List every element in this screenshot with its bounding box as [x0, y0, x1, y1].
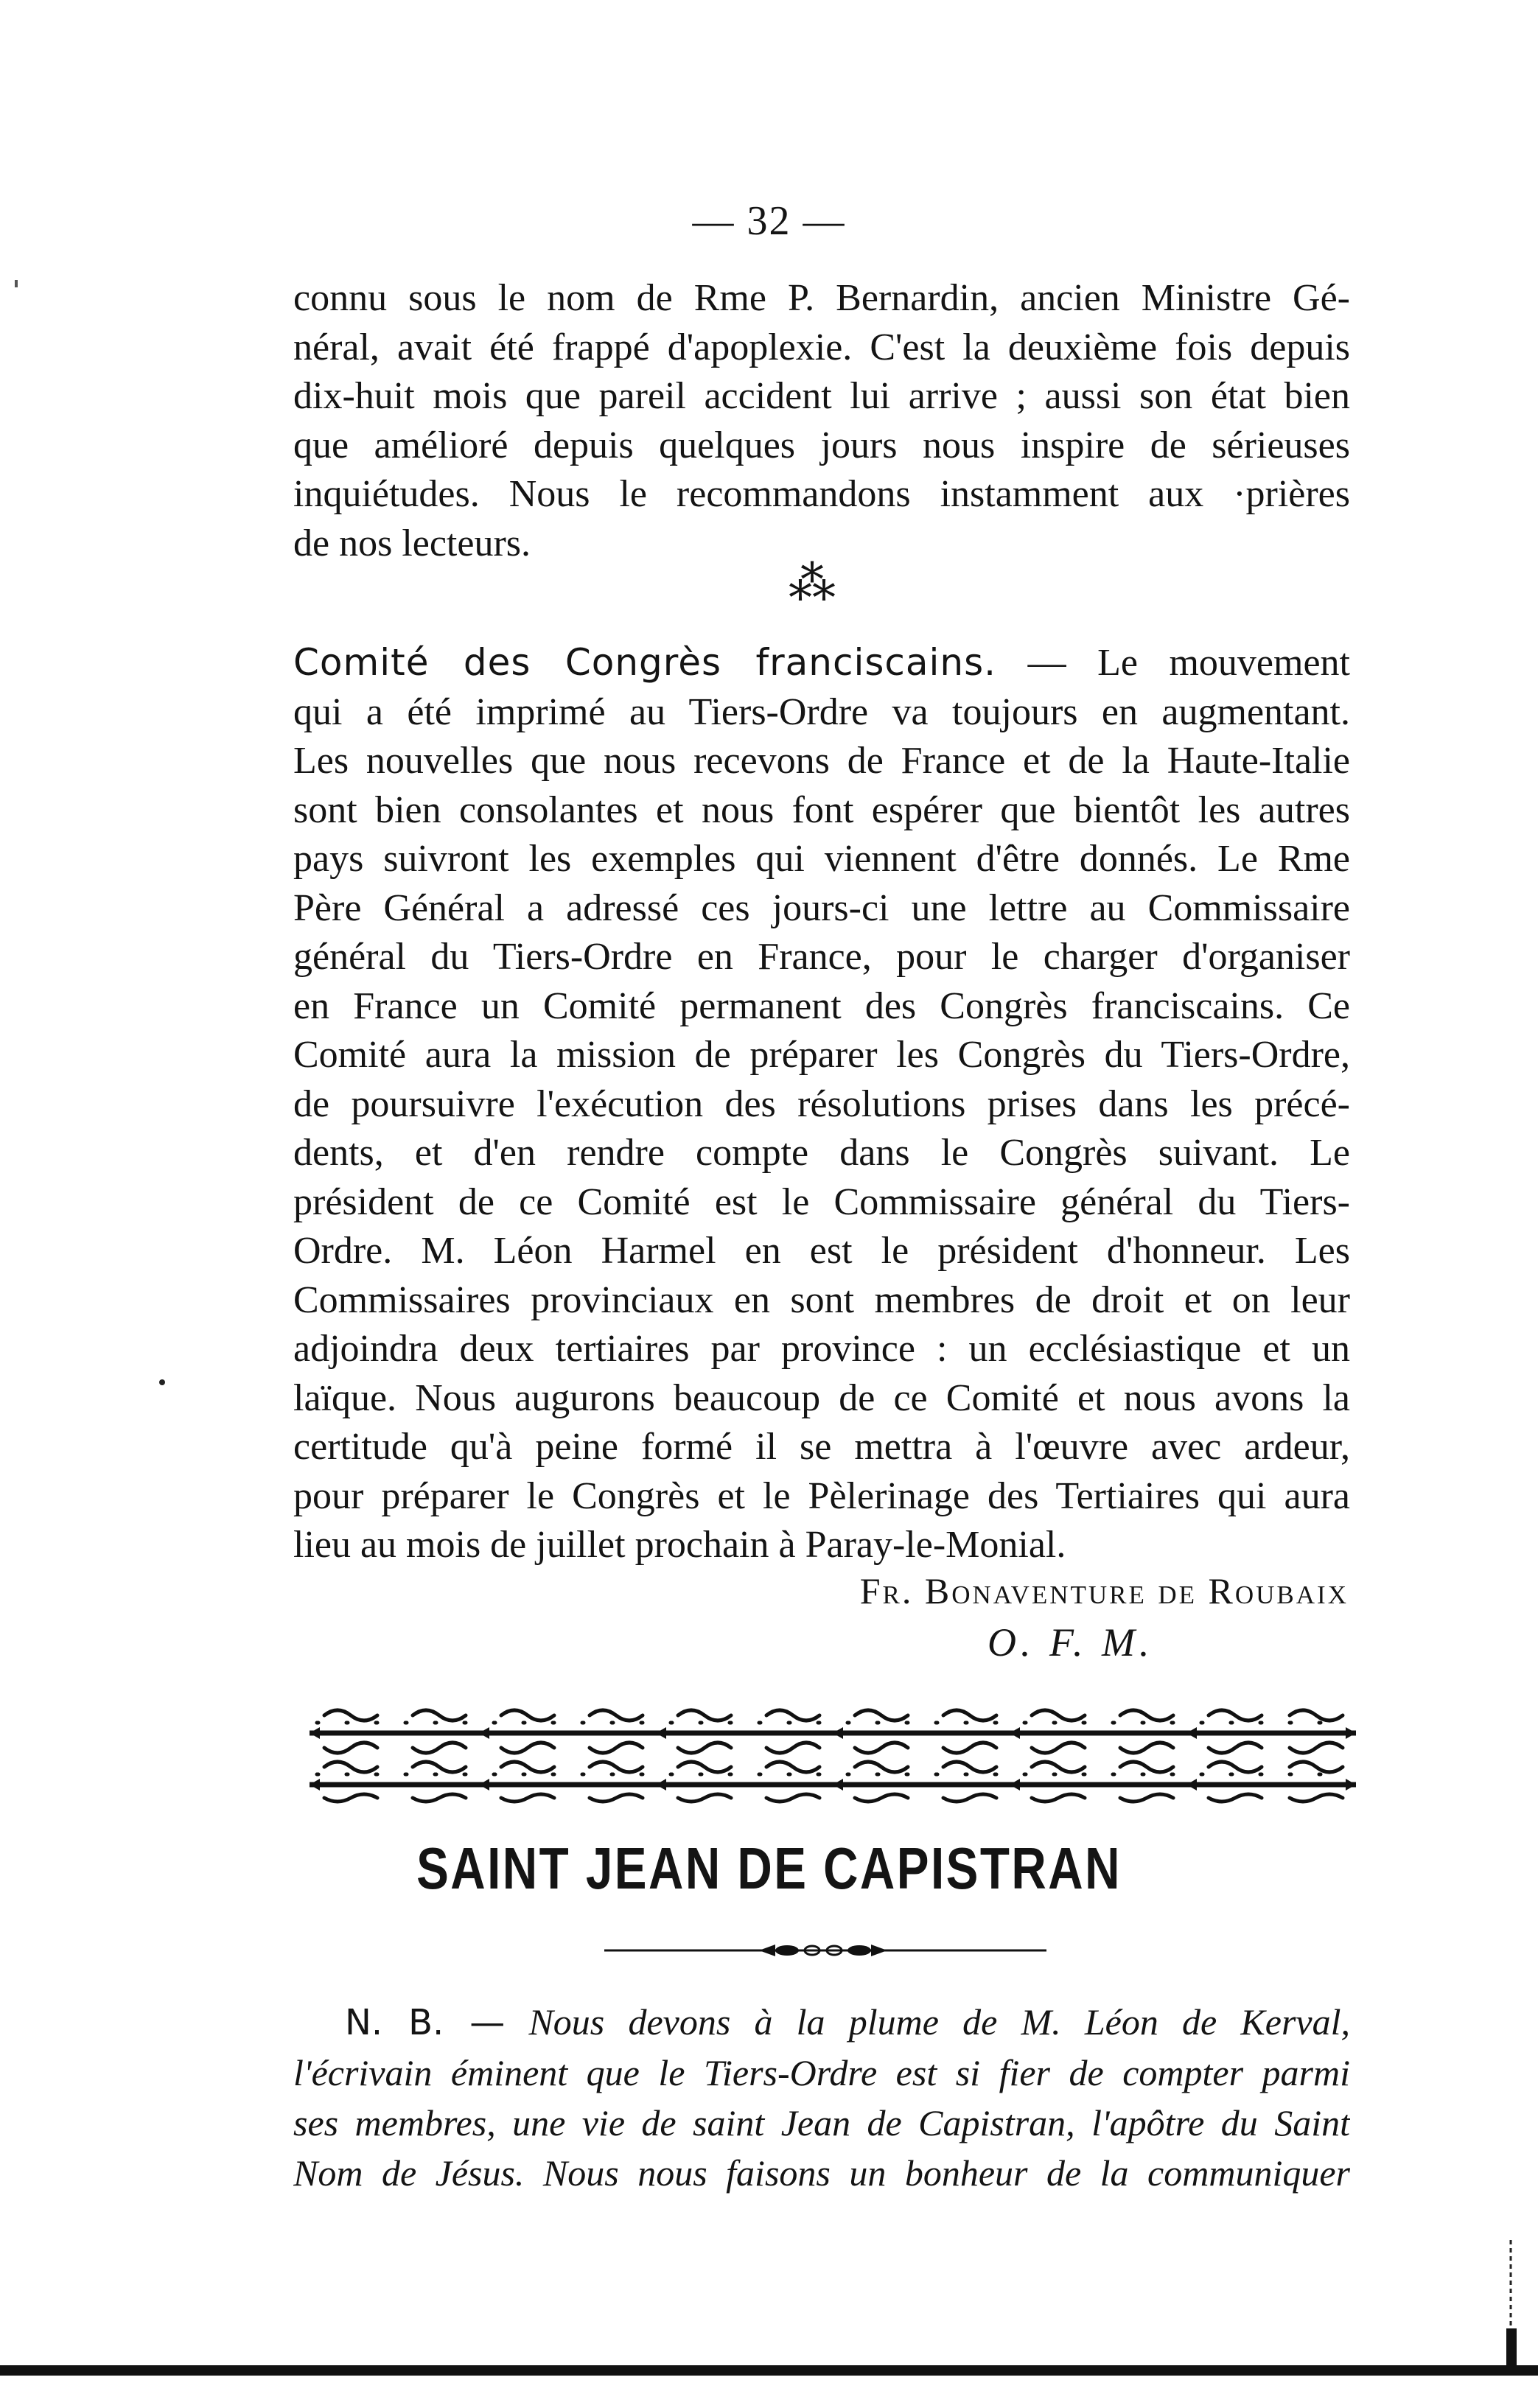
text-line: Père Général a adressé ces jours-ci une lettre au Commissaire — [293, 886, 1350, 929]
title-divider — [604, 1939, 1046, 1961]
text-line: pays suivront les exemples qui viennent d'être donnés. Le Rme — [293, 838, 1350, 880]
section-first-line-rest: — Le mouvement — [996, 642, 1350, 684]
note-line: l'écrivain éminent que le Tiers-Ordre est si fier de compter parmi — [293, 2052, 1350, 2093]
chapter-title: SAINT JEAN DE CAPISTRAN — [416, 1835, 1122, 1901]
text-line: sont bien consolantes et nous font espérer que bientôt les autres — [293, 788, 1350, 831]
text-line: qui a été imprimé au Tiers-Ordre va toujours en augmentant. — [293, 690, 1350, 733]
text-line: connu sous le nom de Rme P. Bernardin, ancien Ministre Gé- — [293, 277, 1350, 319]
text-line: Les nouvelles que nous recevons de France et de la Haute-Italie — [293, 740, 1350, 782]
section-comite-congres — [293, 638, 1350, 1570]
text-line: président de ce Comité est le Commissaire général du Tiers- — [293, 1180, 1350, 1223]
text-line: dix-huit mois que pareil accident lui arrive ; aussi son état bien — [293, 375, 1350, 417]
page-bottom-edge — [0, 2365, 1538, 2376]
note-nb — [293, 1997, 1350, 2198]
section-first-line — [293, 638, 1350, 688]
text-line: que amélioré depuis quelques jours nous inspire de sérieuses — [293, 424, 1350, 466]
asterism-glyph: ⁂ — [789, 557, 836, 609]
text-line: pour préparer le Congrès et le Pèlerinage des Tertiaires qui aura — [293, 1474, 1350, 1517]
note-line: ses membres, une vie de saint Jean de Capistran, l'apôtre du Saint — [293, 2102, 1350, 2143]
text-line: dents, et d'en rendre compte dans le Congrès suivant. Le — [293, 1132, 1350, 1174]
text-line: certitude qu'à peine formé il se mettra à l'œuvre avec ardeur, — [293, 1426, 1350, 1468]
author-order: O. F. M. — [988, 1620, 1154, 1665]
text-line: général du Tiers-Ordre en France, pour le charger d'organiser — [293, 936, 1350, 978]
text-line: Commissaires provinciaux en sont membres de droit et on leur — [293, 1278, 1350, 1321]
ornament-pattern — [310, 1710, 1356, 1802]
margin-mark — [15, 280, 18, 287]
text-line: néral, avait été frappé d'apoplexie. C'est la deuxième fois depuis — [293, 326, 1350, 368]
decorative-ornament-band — [310, 1695, 1356, 1805]
author-signature: Fr. Bonaventure de Roubaix — [859, 1570, 1349, 1611]
text-line: en France un Comité permanent des Congrès franciscains. Ce — [293, 984, 1350, 1027]
margin-dot — [159, 1379, 165, 1385]
text-line: de nos lecteurs. — [293, 522, 531, 564]
note-label: N. B. — — [345, 2002, 506, 2043]
text-line: inquiétudes. Nous le recommandons instamment aux ·prières — [293, 473, 1350, 515]
text-line: Ordre. M. Léon Harmel en est le président d'honneur. Les — [293, 1230, 1350, 1272]
note-first-line-text: Nous devons à la plume de M. Léon de Kerval, — [528, 2001, 1350, 2043]
text-line: laïque. Nous augurons beaucoup de ce Comité et nous avons la — [293, 1376, 1350, 1419]
text-line: de poursuivre l'exécution des résolutions prises dans les précé- — [293, 1082, 1350, 1125]
text-line: Comité aura la mission de préparer les Congrès du Tiers-Ordre, — [293, 1034, 1350, 1076]
binding-edge-marks — [1503, 2240, 1520, 2373]
note-line: Nom de Jésus. Nous nous faisons un bonheur de la communiquer — [293, 2152, 1350, 2194]
text-line: lieu au mois de juillet prochain à Paray-le-Monial. — [293, 1524, 1066, 1566]
text-line: adjoindra deux tertiaires par province : un ecclésiastique et un — [293, 1328, 1350, 1370]
page-number: — 32 — — [692, 198, 846, 244]
note-first-line — [293, 1997, 1350, 2048]
paragraph-continued — [293, 274, 1350, 568]
section-heading: Comité des Congrès franciscains. — [293, 641, 997, 684]
asterism-separator — [789, 556, 862, 615]
